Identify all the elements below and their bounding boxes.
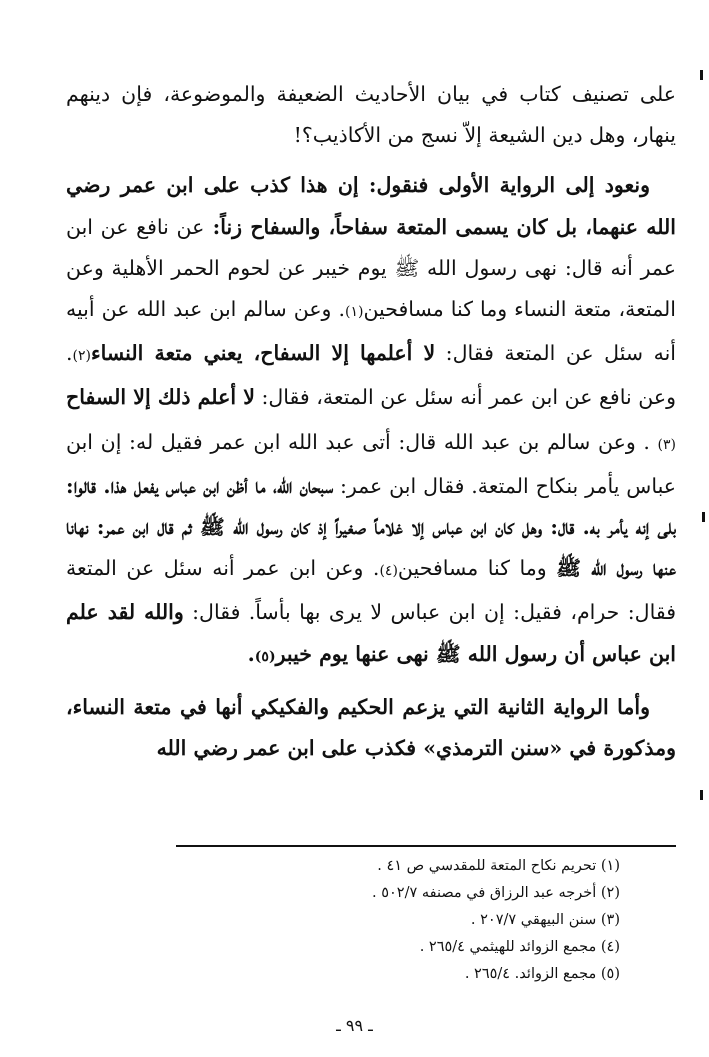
footnote-5: (٥) مجمع الزوائد. ٢٦٥/٤ .	[464, 966, 620, 982]
edge-mark-middle	[702, 512, 705, 522]
edge-mark-bottom	[700, 790, 703, 800]
footnote-ref: (٣)	[657, 436, 676, 453]
bold-text: .	[247, 641, 255, 666]
footnote-1: (١) تحريم نكاح المتعة للمقدسي ص ٤١ .	[377, 858, 620, 874]
body-text: . وعن سالم بن عبد الله قال: أتى عبد الله ابن عمر فقيل له: إن ابن عباس يأمر بنكاح المتعة. فقال ابن عمر:	[66, 429, 676, 498]
footnote-3: (٣) سنن البيهقي ٢٠٧/٧ .	[470, 912, 620, 928]
bold-text: لا أعلم ذلك إلا السفاح	[66, 385, 255, 410]
footnote-separator	[176, 845, 676, 847]
paragraph-1	[66, 74, 676, 156]
bold-text: لا أعلمها إلا السفاح، يعني متعة النساء	[91, 341, 436, 366]
body-text: وما كنا مسافحين	[397, 556, 557, 581]
footnote-ref: (١)	[344, 304, 364, 321]
paragraph-3	[66, 687, 676, 769]
footnote-ref: (٥)	[254, 648, 276, 665]
edge-mark-top	[700, 70, 703, 80]
bold-text: ونعود إلى الرواية الأولى فنقول: إن هذا كذب على ابن عمر رضي الله عنهما، بل كان يسمى المتعة سفاحاً، والسفاح زناً:	[66, 173, 676, 239]
page-number: ـ ٩٩ ـ	[336, 1016, 373, 1035]
body-text: عن نافع عن ابن عمر أنه قال: نهى رسول الله ﷺ يوم خيبر عن لحوم الحمر الأهلية وعن المتعة، متعة النساء وما كنا مسافحين	[66, 214, 677, 322]
body-text: . وعن ابن عمر أنه سئل عن المتعة فقال: حرام، فقيل: إن ابن عباس لا يرى بها بأساً. فقال:	[66, 556, 676, 625]
page-body	[66, 74, 676, 769]
bold-text: والله لقد علم ابن عباس أن رسول الله ﷺ نهى عنها يوم خيبر	[66, 600, 676, 666]
bold-text: وأما الرواية الثانية التي يزعم الحكيم والفكيكي أنها في متعة النساء، ومذكورة في «سنن الترمذي» فكذب على ابن عمر رضي الله	[66, 694, 676, 761]
body-text: على تصنيف كتاب في بيان الأحاديث الضعيفة والموضوعة، فإن دينهم ينهار، وهل دين الشيعة إلاّ نسج من الأكاذيب؟!	[66, 82, 676, 148]
footnote-ref: (٢)	[72, 348, 91, 365]
footnote-ref: (٤)	[379, 563, 398, 580]
footnotes	[180, 853, 620, 988]
body-text: . وعن سالم ابن عبد الله عن أبيه أنه سئل عن المتعة فقال:	[66, 297, 676, 366]
footnote-4: (٤) مجمع الزوائد للهيثمي ٢٦٥/٤ .	[419, 939, 620, 955]
body-text: . وعن نافع عن ابن عمر أنه سئل عن المتعة، فقال:	[66, 341, 676, 410]
paragraph-2	[66, 165, 676, 677]
bold-text: سبحان الله، ما أظن ابن عباس يفعل هذا. قالوا: بلى إنه يأمر به. قال: وهل كان ابن عباس إلا غلاماً صغيراً إذ كان رسول الله ﷺ ثم قال ابن عمر: نهانا عنها رسول الله ﷺ	[66, 473, 676, 581]
footnote-2: (٢) أخرجه عبد الرزاق في مصنفه ٥٠٢/٧ .	[372, 885, 620, 901]
